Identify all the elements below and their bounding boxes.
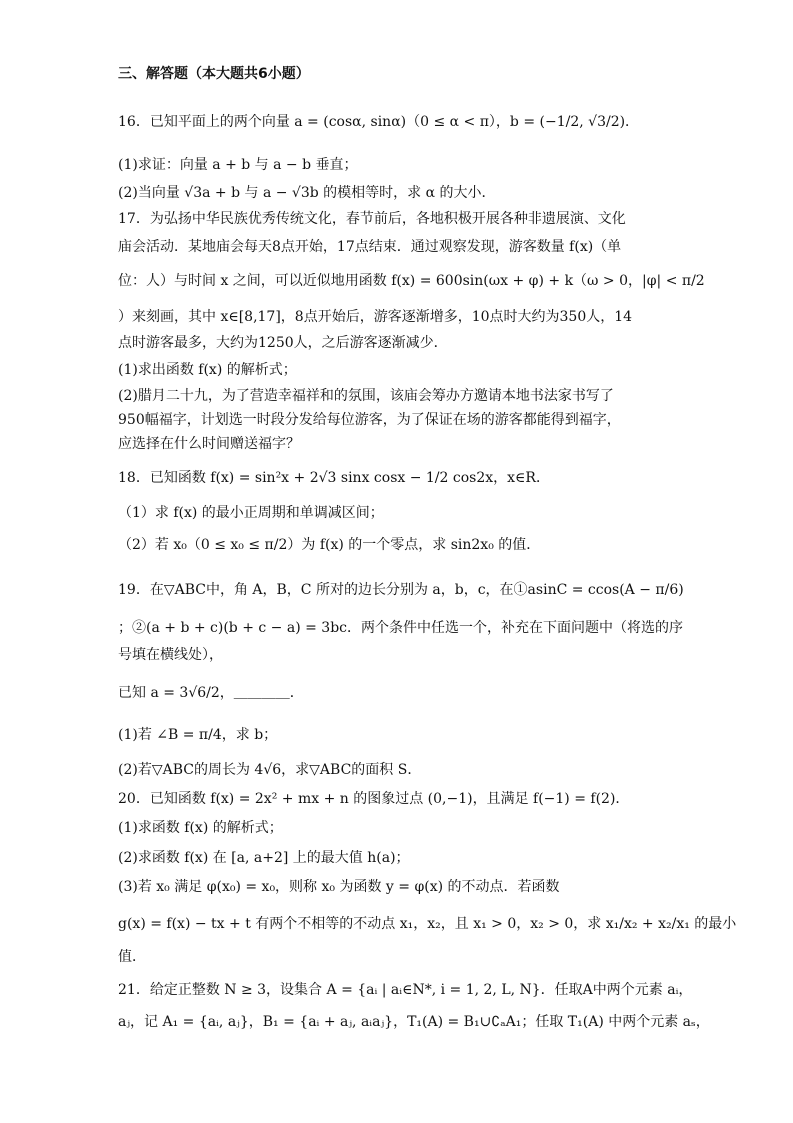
problem-21-line-2: aⱼ，记 A₁ = {aᵢ, aⱼ}，B₁ = {aᵢ + aⱼ, aᵢaⱼ}，T₁(A) = B₁∪∁ₐA₁；任取 T₁(A) 中两个元素 aₛ， [118, 1014, 710, 1030]
problem-18-stem: 18．已知函数 f(x) = sin²x + 2√3 sinx cosx − 1/2 cos2x，x∈R． [118, 470, 550, 486]
problem-20-part-3-line-2: g(x) = f(x) − tx + t 有两个不相等的不动点 x₁，x₂，且 x₁ > 0，x₂ > 0，求 x₁/x₂ + x₂/x₁ 的最小 [118, 916, 737, 932]
problem-18-part-2: （2）若 x₀（0 ≤ x₀ ≤ π/2）为 f(x) 的一个零点，求 sin2x₀ 的值． [118, 537, 541, 553]
problem-19-given: 已知 a = 3√6/2，＿＿＿＿． [118, 685, 304, 701]
problem-17-line-3: 位：人）与时间 x 之间，可以近似地用函数 f(x) = 600sin(ωx + φ) + k（ω > 0，|φ| < π/2 [118, 273, 705, 289]
problem-19-part-1: (1)若 ∠B = π/4，求 b； [118, 727, 278, 743]
problem-16-stem: 16．已知平面上的两个向量 a = (cosα, sinα)（0 ≤ α < π），b = (−1/2, √3/2)． [118, 114, 640, 130]
problem-19-line-2: ；②(a + b + c)(b + c − a) = 3bc．两个条件中任选一个，补充在下面问题中（将选的序 [118, 620, 684, 636]
problem-19-part-2: (2)若▽ABC的周长为 4√6，求▽ABC的面积 S． [118, 762, 422, 778]
problem-17-line-2: 庙会活动．某地庙会每天8点开始，17点结束．通过观察发现，游客数量 f(x)（单 [118, 239, 622, 255]
problem-17-part-2-line-3: 应选择在什么时间赠送福字？ [118, 436, 300, 452]
problem-18-part-1: （1）求 f(x) 的最小正周期和单调减区间； [118, 505, 384, 521]
problem-20-part-2: (2)求函数 f(x) 在 [a, a+2] 上的最大值 h(a)； [118, 850, 410, 866]
problem-16-part-1: (1)求证：向量 a + b 与 a − b 垂直； [118, 157, 358, 173]
problem-20-part-3-line-3: 值． [118, 949, 146, 965]
problem-19-line-1: 19．在▽ABC中，角 A，B，C 所对的边长分别为 a，b，c，在①asinC = ccos(A − π/6) [118, 582, 684, 598]
problem-16-part-2: (2)当向量 √3a + b 与 a − √3b 的模相等时，求 α 的大小． [118, 185, 496, 201]
problem-17-line-1: 17．为弘扬中华民族优秀传统文化，春节前后，各地积极开展各种非遗展演、文化 [118, 211, 626, 227]
problem-17-part-1: (1)求出函数 f(x) 的解析式； [118, 362, 297, 378]
problem-17-part-2-line-2: 950幅福字，计划选一时段分发给每位游客，为了保证在场的游客都能得到福字， [118, 412, 621, 428]
problem-17-line-4: ）来刻画，其中 x∈[8,17]，8点开始后，游客逐渐增多，10点时大约为350人，14 [118, 309, 633, 325]
problem-21-line-1: 21．给定正整数 N ≥ 3，设集合 A = {aᵢ | aᵢ∈N*, i = 1, 2, L, N}．任取A中两个元素 aᵢ， [118, 982, 693, 998]
problem-17-part-2-line-1: (2)腊月二十九，为了营造幸福祥和的氛围，该庙会筹办方邀请本地书法家书写了 [118, 388, 614, 404]
problem-20-part-1: (1)求函数 f(x) 的解析式； [118, 820, 283, 836]
problem-17-line-5: 点时游客最多，大约为1250人，之后游客逐渐减少． [118, 335, 448, 351]
section-header: 三、解答题（本大题共6小题） [118, 66, 310, 82]
problem-20-stem: 20．已知函数 f(x) = 2x² + mx + n 的图象过点 (0,−1)，且满足 f(−1) = f(2)． [118, 791, 630, 807]
problem-20-part-3-line-1: (3)若 x₀ 满足 φ(x₀) = x₀，则称 x₀ 为函数 y = φ(x) 的不动点．若函数 [118, 879, 560, 895]
problem-19-line-3: 号填在横线处）， [118, 647, 223, 663]
